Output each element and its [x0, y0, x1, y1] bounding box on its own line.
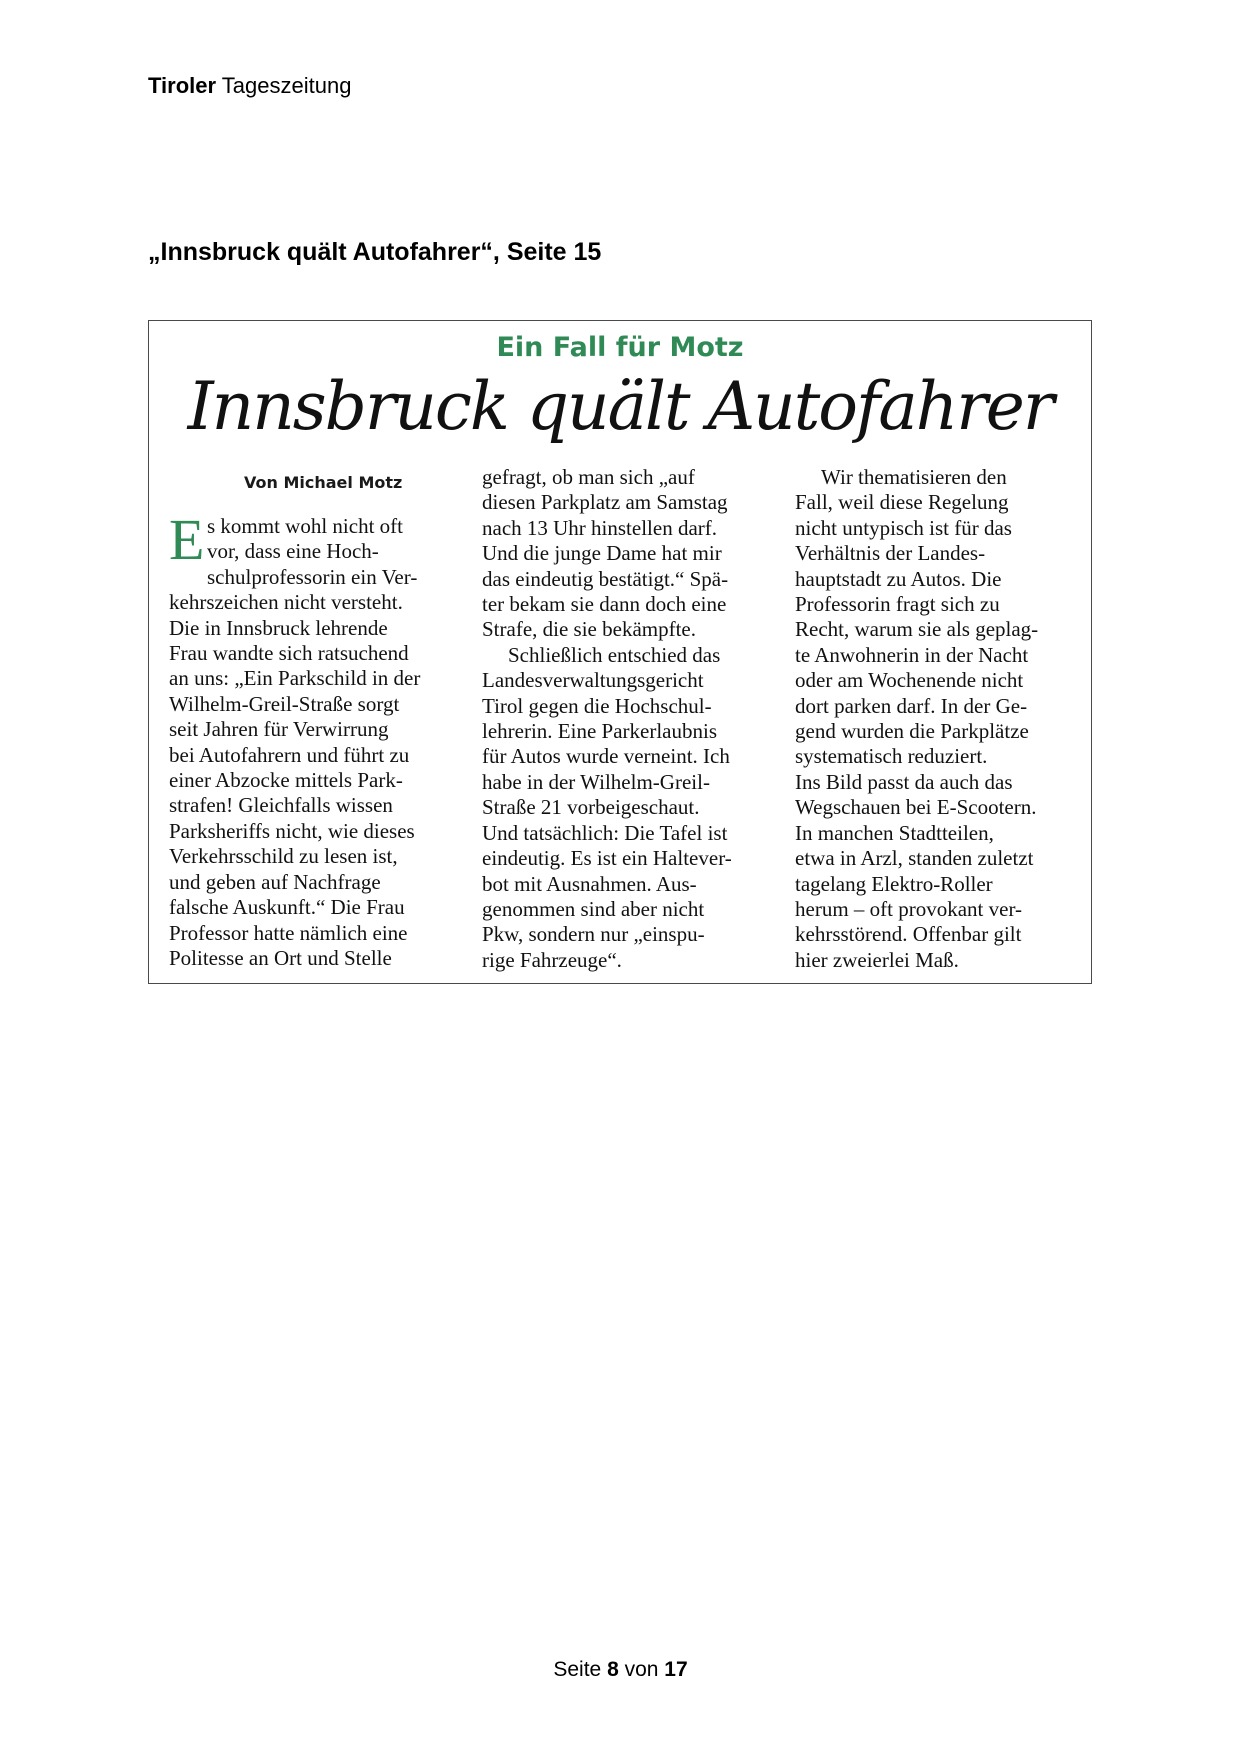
text-line: falsche Auskunft.“ Die Frau [169, 895, 405, 920]
text-line: für Autos wurde verneint. Ich [482, 744, 730, 769]
article-kicker: Ein Fall für Motz [496, 332, 744, 363]
text-line: oder am Wochenende nicht [795, 668, 1024, 693]
text-line: nicht untypisch ist für das [795, 515, 1012, 540]
text-line: Und die junge Dame hat mir [482, 541, 722, 566]
text-line: eindeutig. Es ist ein Haltever- [482, 846, 732, 871]
text-line: Die in Innsbruck lehrende [169, 615, 388, 640]
text-line: Ins Bild passt da auch das [795, 769, 1013, 794]
article-column-1 [169, 465, 459, 971]
text-line: Landesverwaltungsgericht [482, 668, 704, 693]
article-clipping [148, 320, 1092, 984]
text-line: Recht, warum sie als geplag- [795, 617, 1039, 642]
text-line: dort parken darf. In der Ge- [795, 693, 1028, 718]
text-line: rige Fahrzeuge“. [482, 947, 622, 972]
text-line: bei Autofahrern und führt zu [169, 742, 410, 767]
text-line: Pkw, sondern nur „einspu- [482, 922, 705, 947]
text-line: In manchen Stadtteilen, [795, 820, 994, 845]
article-lead-paragraph [169, 507, 459, 971]
text-line: te Anwohnerin in der Nacht [795, 642, 1029, 667]
text-line: gefragt, ob man sich „auf [482, 465, 695, 489]
text-line: Tirol gegen die Hochschul- [482, 693, 712, 718]
text-line: und geben auf Nachfrage [169, 869, 381, 894]
publication-name-bold: Tiroler [148, 73, 217, 98]
text-line: Verhältnis der Landes- [795, 541, 986, 566]
document-title: „Innsbruck quält Autofahrer“, Seite 15 [148, 238, 602, 266]
text-line: das eindeutig bestätigt.“ Spä- [482, 566, 729, 591]
text-line: einer Abzocke mittels Park- [169, 768, 403, 793]
text-line: schulprofessorin ein Ver- [207, 564, 418, 589]
article-byline: Von Michael Motz [244, 473, 403, 492]
article-column-3 [795, 465, 1085, 973]
text-line: Straße 21 vorbeigeschaut. [482, 795, 700, 820]
text-line: Und tatsächlich: Die Tafel ist [482, 820, 728, 845]
text-line: habe in der Wilhelm-Greil- [482, 769, 710, 794]
text-line: gend wurden die Parkplätze [795, 719, 1029, 744]
publication-name-rest: Tageszeitung [221, 73, 352, 98]
text-line: Frau wandte sich ratsuchend [169, 641, 409, 666]
text-line: Professorin fragt sich zu [795, 592, 1000, 617]
text-line: strafen! Gleichfalls wissen [169, 793, 393, 818]
text-line: bot mit Ausnahmen. Aus- [482, 871, 697, 896]
text-line: genommen sind aber nicht [482, 896, 705, 921]
text-line: Wilhelm-Greil-Straße sorgt [169, 691, 400, 716]
footer-current-page: 8 [607, 1658, 619, 1681]
text-line: Fall, weil diese Regelung [795, 490, 1009, 515]
text-line: s kommt wohl nicht oft [207, 514, 403, 538]
text-line: Professor hatte nämlich eine [169, 920, 408, 945]
text-line: an uns: „Ein Parkschild in der [169, 666, 421, 691]
text-line: kehrsstörend. Offenbar gilt [795, 922, 1022, 947]
text-line: hauptstadt zu Autos. Die [795, 566, 1002, 591]
page-number-footer [0, 1657, 1241, 1683]
text-line: kehrszeichen nicht versteht. [169, 590, 403, 615]
text-line: Wegschauen bei E-Scootern. [795, 795, 1037, 820]
text-line: Wir thematisieren den [821, 465, 1007, 489]
text-line: systematisch reduziert. [795, 744, 988, 769]
dropcap-letter: E [169, 507, 205, 572]
text-line: etwa in Arzl, standen zuletzt [795, 846, 1034, 871]
footer-total-pages: 17 [664, 1658, 688, 1681]
text-line: Parksheriffs nicht, wie dieses [169, 818, 415, 843]
text-line: Verkehrsschild zu lesen ist, [169, 844, 398, 869]
text-line: lehrerin. Eine Parkerlaubnis [482, 719, 717, 744]
text-line: ter bekam sie dann doch eine [482, 592, 727, 617]
article-headline: Innsbruck quält Autofahrer [187, 368, 1053, 445]
text-line: Strafe, die sie bekämpfte. [482, 617, 696, 642]
publication-header [148, 73, 351, 99]
footer-prefix: Seite [553, 1658, 602, 1681]
text-line: tagelang Elektro-Roller [795, 871, 993, 896]
text-line: seit Jahren für Verwirrung [169, 717, 389, 742]
text-line: diesen Parkplatz am Samstag [482, 490, 728, 515]
text-line: Politesse an Ort und Stelle [169, 945, 392, 970]
text-line: nach 13 Uhr hinstellen darf. [482, 515, 718, 540]
article-column-2 [482, 465, 772, 973]
text-line: vor, dass eine Hoch- [207, 539, 379, 564]
text-line: hier zweierlei Maß. [795, 947, 959, 972]
footer-middle: von [624, 1658, 659, 1681]
text-line: herum – oft provokant ver- [795, 896, 1023, 921]
text-line: Schließlich entschied das [508, 642, 721, 667]
